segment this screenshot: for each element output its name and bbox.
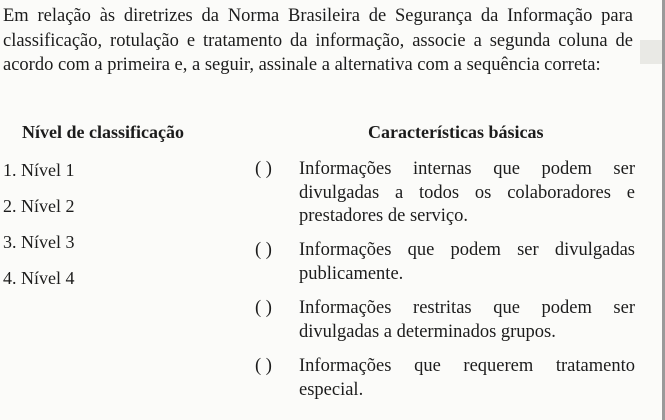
characteristic-item-3	[255, 297, 635, 355]
characteristic-item-1	[255, 158, 635, 239]
characteristic-text: Informações que podem ser divulgadas publicamente.	[299, 240, 635, 284]
characteristic-item-4	[255, 355, 635, 402]
column-header-characteristics: Características básicas	[368, 122, 544, 142]
level-item-1: 1. Nível 1	[3, 160, 75, 180]
characteristic-text: Informações restritas que podem ser divulgadas a determinados grupos.	[299, 298, 635, 342]
question-intro: Em relação às diretrizes da Norma Brasileira de Segurança da Informação para classificação, rotulação e tratamento da informação, associe a segunda coluna de acordo com a primeira e, a seguir, assinale a alternativa com a sequência correta:	[3, 6, 633, 75]
answer-blank: ( )	[255, 240, 272, 260]
characteristic-text: Informações internas que podem ser divulgadas a todos os colaboradores e prestadores de serviço.	[299, 159, 635, 226]
level-list	[3, 158, 75, 302]
level-item-3: 3. Nível 3	[3, 232, 75, 252]
characteristic-item-2	[255, 239, 635, 297]
level-item-4: 4. Nível 4	[3, 268, 75, 288]
answer-blank: ( )	[255, 159, 272, 179]
column-header-level: Nível de classificação	[22, 122, 184, 142]
level-item-2: 2. Nível 2	[3, 196, 75, 216]
answer-blank: ( )	[255, 298, 272, 318]
answer-blank: ( )	[255, 356, 272, 376]
characteristics-list	[255, 158, 635, 402]
characteristic-text: Informações que requerem tratamento especial.	[299, 356, 635, 400]
